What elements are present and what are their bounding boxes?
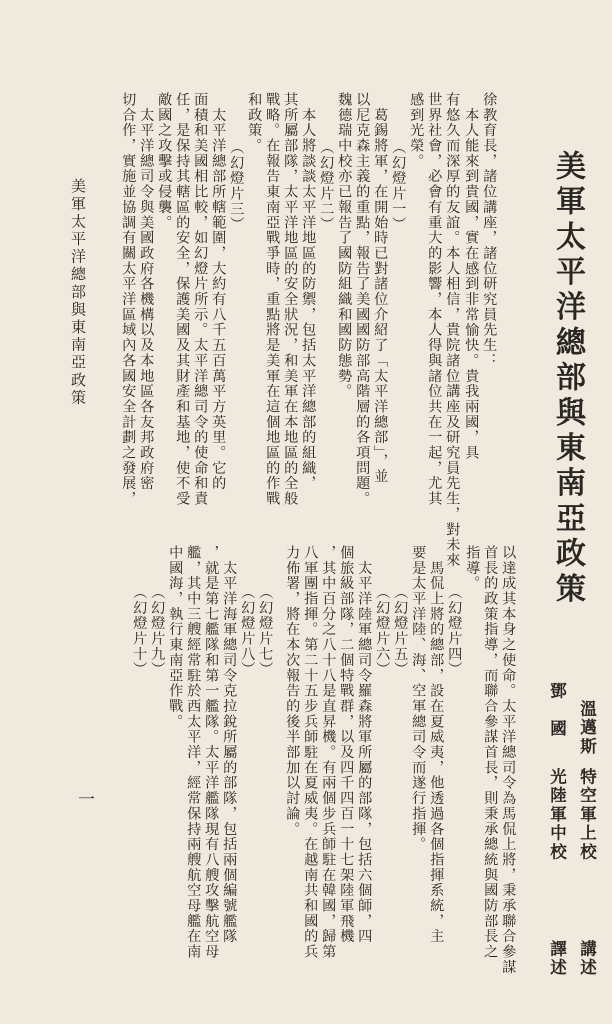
body-column: 任，是保持其轄區的安全，保護美國及其財產和基地，使不受 — [174, 92, 191, 507]
body-column: 個旅級部隊，二個特戰群，以及四千四百一十七架陸軍飛機 — [338, 545, 355, 945]
body-column: 力佈署，將在本次報告的後半部加以討論。 — [284, 545, 301, 837]
body-column: ，其中百分之八十八是直昇機。有兩個步兵師駐在韓國，歸第 — [320, 545, 337, 960]
translator-name: 鄧 國 — [547, 682, 567, 739]
body-column: 和政策。 — [246, 92, 263, 154]
slide-marker: （幻燈片五） — [392, 585, 409, 678]
body-column: 切合作，實施並協調有關太平洋區域內各國安全計劃之發展， — [120, 92, 137, 507]
body-column: 魏德瑞中校亦已報告了國防組織和國防態勢。 — [336, 92, 353, 399]
body-column: 以達成其本身之使命。太平洋總司令為馬侃上將，秉承聯合參謀 — [500, 545, 517, 975]
speaker-role: 特空軍上校 — [577, 768, 597, 862]
body-column: 本人能來到貴國，實在感到非常愉快。貴我兩國，具 — [463, 92, 480, 461]
body-column: 中國海，執行東南亞作戰。 — [167, 545, 184, 730]
translator-role: 光陸軍中校 — [547, 768, 567, 862]
slide-marker: （幻燈片四） — [446, 585, 463, 678]
body-column: 太平洋陸軍總司令羅森將軍所屬的部隊，包括六個師，四 — [356, 545, 373, 945]
body-column: 首長的政策指導，而聯合參謀首長，則秉承總統與國防部長之 — [482, 545, 499, 960]
slide-marker: （幻燈片二） — [318, 140, 335, 233]
slide-marker: （幻燈片三） — [228, 140, 245, 233]
body-column: 戰略。在報告東南亞戰爭時，重點將是美軍在這個地區的作戰 — [264, 92, 281, 507]
slide-marker: （幻燈片八） — [239, 585, 256, 678]
body-column: 太平洋海軍總司令克拉銳所屬的部隊，包括兩個編號艦隊 — [221, 545, 238, 945]
slide-marker: （幻燈片十） — [131, 585, 148, 678]
page-number: 一 — [74, 790, 94, 807]
body-column: 葛錫將軍，在開始時已對諸位介紹了「太平洋總部」，並 — [372, 92, 389, 484]
body-column: 太平洋總部所轄範圍，大約有八千五百萬平方英里。它的 — [210, 92, 227, 492]
body-column: 艦，其中三艘經常駐於西太平洋，經常保持兩艘航空母艦在南 — [185, 545, 202, 960]
translator-action: 譯述 — [547, 940, 567, 978]
slide-marker: （幻燈片六） — [374, 585, 391, 678]
body-column: 指導。 — [464, 545, 481, 592]
slide-marker: （幻燈片九） — [149, 585, 166, 678]
body-column: 有悠久而深厚的友誼。本人相信，貴院諸位講座及研究員先生，對未來 — [444, 92, 461, 568]
body-column: 世界社會，必會有重大的影響，本人得與諸位共在一起，尤其 — [426, 92, 443, 507]
body-column: 要是太平洋陸、海、空軍總司令而遂行指揮。 — [410, 545, 427, 852]
body-column: 感到光榮。 — [408, 92, 425, 169]
body-column: 八軍團指揮。第二十五步兵師駐在夏威夷。在越南共和國的兵 — [302, 545, 319, 960]
body-column: ，就是第七艦隊和第一艦隊。太平洋艦隊現有八艘攻擊航空母 — [203, 545, 220, 960]
body-column: 敵國之攻擊或侵襲。 — [156, 92, 173, 231]
slide-marker: （幻燈片一） — [390, 140, 407, 233]
body-column: 面積和美國相比較，如幻燈片所示。太平洋總司令的使命和責 — [192, 92, 209, 507]
body-column: 本人將談談太平洋地區的防禦，包括太平洋總部的組織， — [300, 92, 317, 492]
body-column: 其所屬部隊，太平洋地區的安全狀況，和美軍在本地區的全般 — [282, 92, 299, 507]
page-title: 美軍太平洋總部與東南亞政策 — [550, 150, 585, 608]
body-column: 以尼克森主義的重點，報告了美國國防部高階層的各項問題。 — [354, 92, 371, 507]
speaker-name: 溫邁斯 — [577, 700, 597, 757]
slide-marker: （幻燈片七） — [257, 585, 274, 678]
running-footer: 美軍太平洋總部與東南亞政策 — [69, 178, 87, 407]
body-column: 太平洋總司令與美國政府各機構以及本地區各友邦政府密 — [138, 92, 155, 492]
body-column: 馬侃上將的總部，設在夏威夷，他透過各個指揮系統，主 — [428, 545, 445, 945]
speaker-action: 講述 — [577, 940, 597, 978]
body-column: 徐教育長，諸位講座，諸位研究員先生： — [481, 92, 498, 369]
